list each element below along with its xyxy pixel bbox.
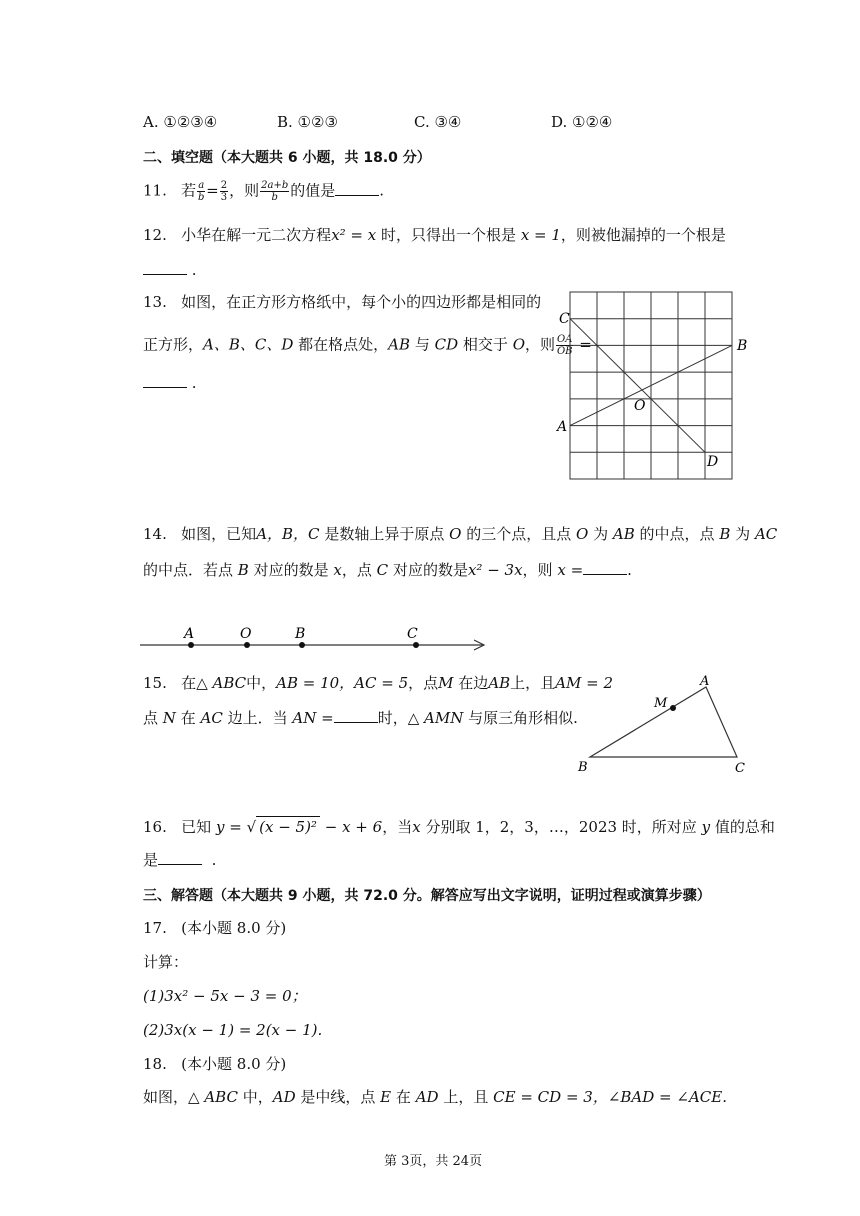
answer-blank[interactable] [334,708,378,723]
fraction-2-over-3: $\frac{2}{3}$ [220,180,228,203]
answer-blank[interactable] [143,373,187,388]
question-13-line1: 13. 如图，在正方形方格纸中，每个小的四边形都是相同的 [143,293,542,311]
question-number: 14. [143,525,167,543]
label-d: D [707,454,719,470]
question-15-line1: 15. 在△ ABC中，AB = 10，AC = 5，点M 在边AB上，且AM = 2 [143,674,614,692]
grid-figure [552,288,762,488]
triangle-figure [572,672,758,780]
question-17-intro: 计算： [143,953,189,971]
point-a [188,642,194,648]
question-number: 16. [143,818,167,836]
question-17-item-1: (1)3x² − 5x − 3 = 0； [143,987,307,1005]
point-b [299,642,305,648]
label-b: B [737,338,748,354]
question-number: 17. [143,919,167,937]
fraction-oa-over-ob: $\frac{OA}{OB}$ [556,334,573,357]
question-number: 13. [143,293,167,311]
option-d: D. ①②④ [551,113,613,131]
question-12-line2: . [143,260,197,280]
question-12: 12. 小华在解一元二次方程x² = x 时，只得出一个根是 x = 1，则被他漏掉的一个根是 [143,226,726,244]
question-16-line1: 16. 已知 y = √ (x − 5)² − x + 6，当x 分别取 1，2，3，…，2023 时，所对应 y 值的总和 [143,818,775,836]
question-15-line2: 点 N 在 AC 边上．当 AN = 时，△ AMN 与原三角形相似. [143,709,578,727]
question-number: 12. [143,226,167,244]
label-c: C [735,761,745,776]
label-c: C [559,311,570,327]
question-16-line2: 是 . [143,851,217,869]
question-number: 18. [143,1055,167,1073]
point-o [244,642,250,648]
question-number: 11. [143,181,167,200]
answer-blank[interactable] [143,260,187,275]
label-m: M [654,696,668,711]
number-line-figure [140,624,492,656]
question-14-line2: 的中点．若点 B 对应的数是 x，点 C 对应的数是x² − 3x，则 x = . [143,561,632,579]
point-c [413,642,419,648]
label-a: A [557,419,568,435]
option-a: A. ①②③④ [143,113,218,131]
question-11: 11. 若 $\frac{a}{b}$ = $\frac{2}{3}$ ，则 $\frac{2a+b}{b}$ 的值是 . [143,180,385,203]
question-17-header: 17. (本小题 8.0 分) [143,919,287,937]
label-a: A [700,674,710,689]
option-b: B. ①②③ [277,113,338,131]
question-14-line1: 14. 如图，已知A，B，C 是数轴上异于原点 O 的三个点，且点 O 为 AB 的中点，点 B 为 AC [143,525,778,543]
question-18-line1: 如图，△ ABC 中，AD 是中线，点 E 在 AD 上，且 CE = CD = 3，∠BAD = ∠ACE. [143,1088,727,1106]
section-2-heading: 二、填空题（本大题共 6 小题，共 18.0 分） [143,150,431,166]
question-13-line3: . [143,373,197,393]
fraction-expression: $\frac{2a+b}{b}$ [261,180,289,203]
answer-blank[interactable] [583,560,627,575]
answer-blank[interactable] [158,850,202,865]
question-17-item-2: (2)3x(x − 1) = 2(x − 1). [143,1021,323,1039]
question-13-line2: 正方形，A、B、C、D 都在格点处，AB 与 CD 相交于 O，则 $\frac{OA}{OB}$ = [143,334,592,357]
label-o: O [240,626,252,642]
question-number: 15. [143,674,167,692]
section-3-heading: 三、解答题（本大题共 9 小题，共 72.0 分。解答应写出文字说明，证明过程或演算步骤） [143,888,711,904]
sqrt-sign: √ [246,818,257,836]
page-footer: 第 3页，共 24页 [384,1154,483,1169]
point-m [670,705,676,711]
label-c: C [407,626,418,642]
label-o: O [634,398,646,414]
label-b: B [578,760,588,775]
answer-blank[interactable] [335,181,379,196]
fraction-a-over-b: $\frac{a}{b}$ [197,180,205,203]
sqrt-body: (x − 5)² [256,816,320,837]
segment-cd [570,319,705,453]
option-c: C. ③④ [414,113,462,131]
label-b: B [295,626,306,642]
label-a: A [184,626,195,642]
question-18-header: 18. (本小题 8.0 分) [143,1055,287,1073]
